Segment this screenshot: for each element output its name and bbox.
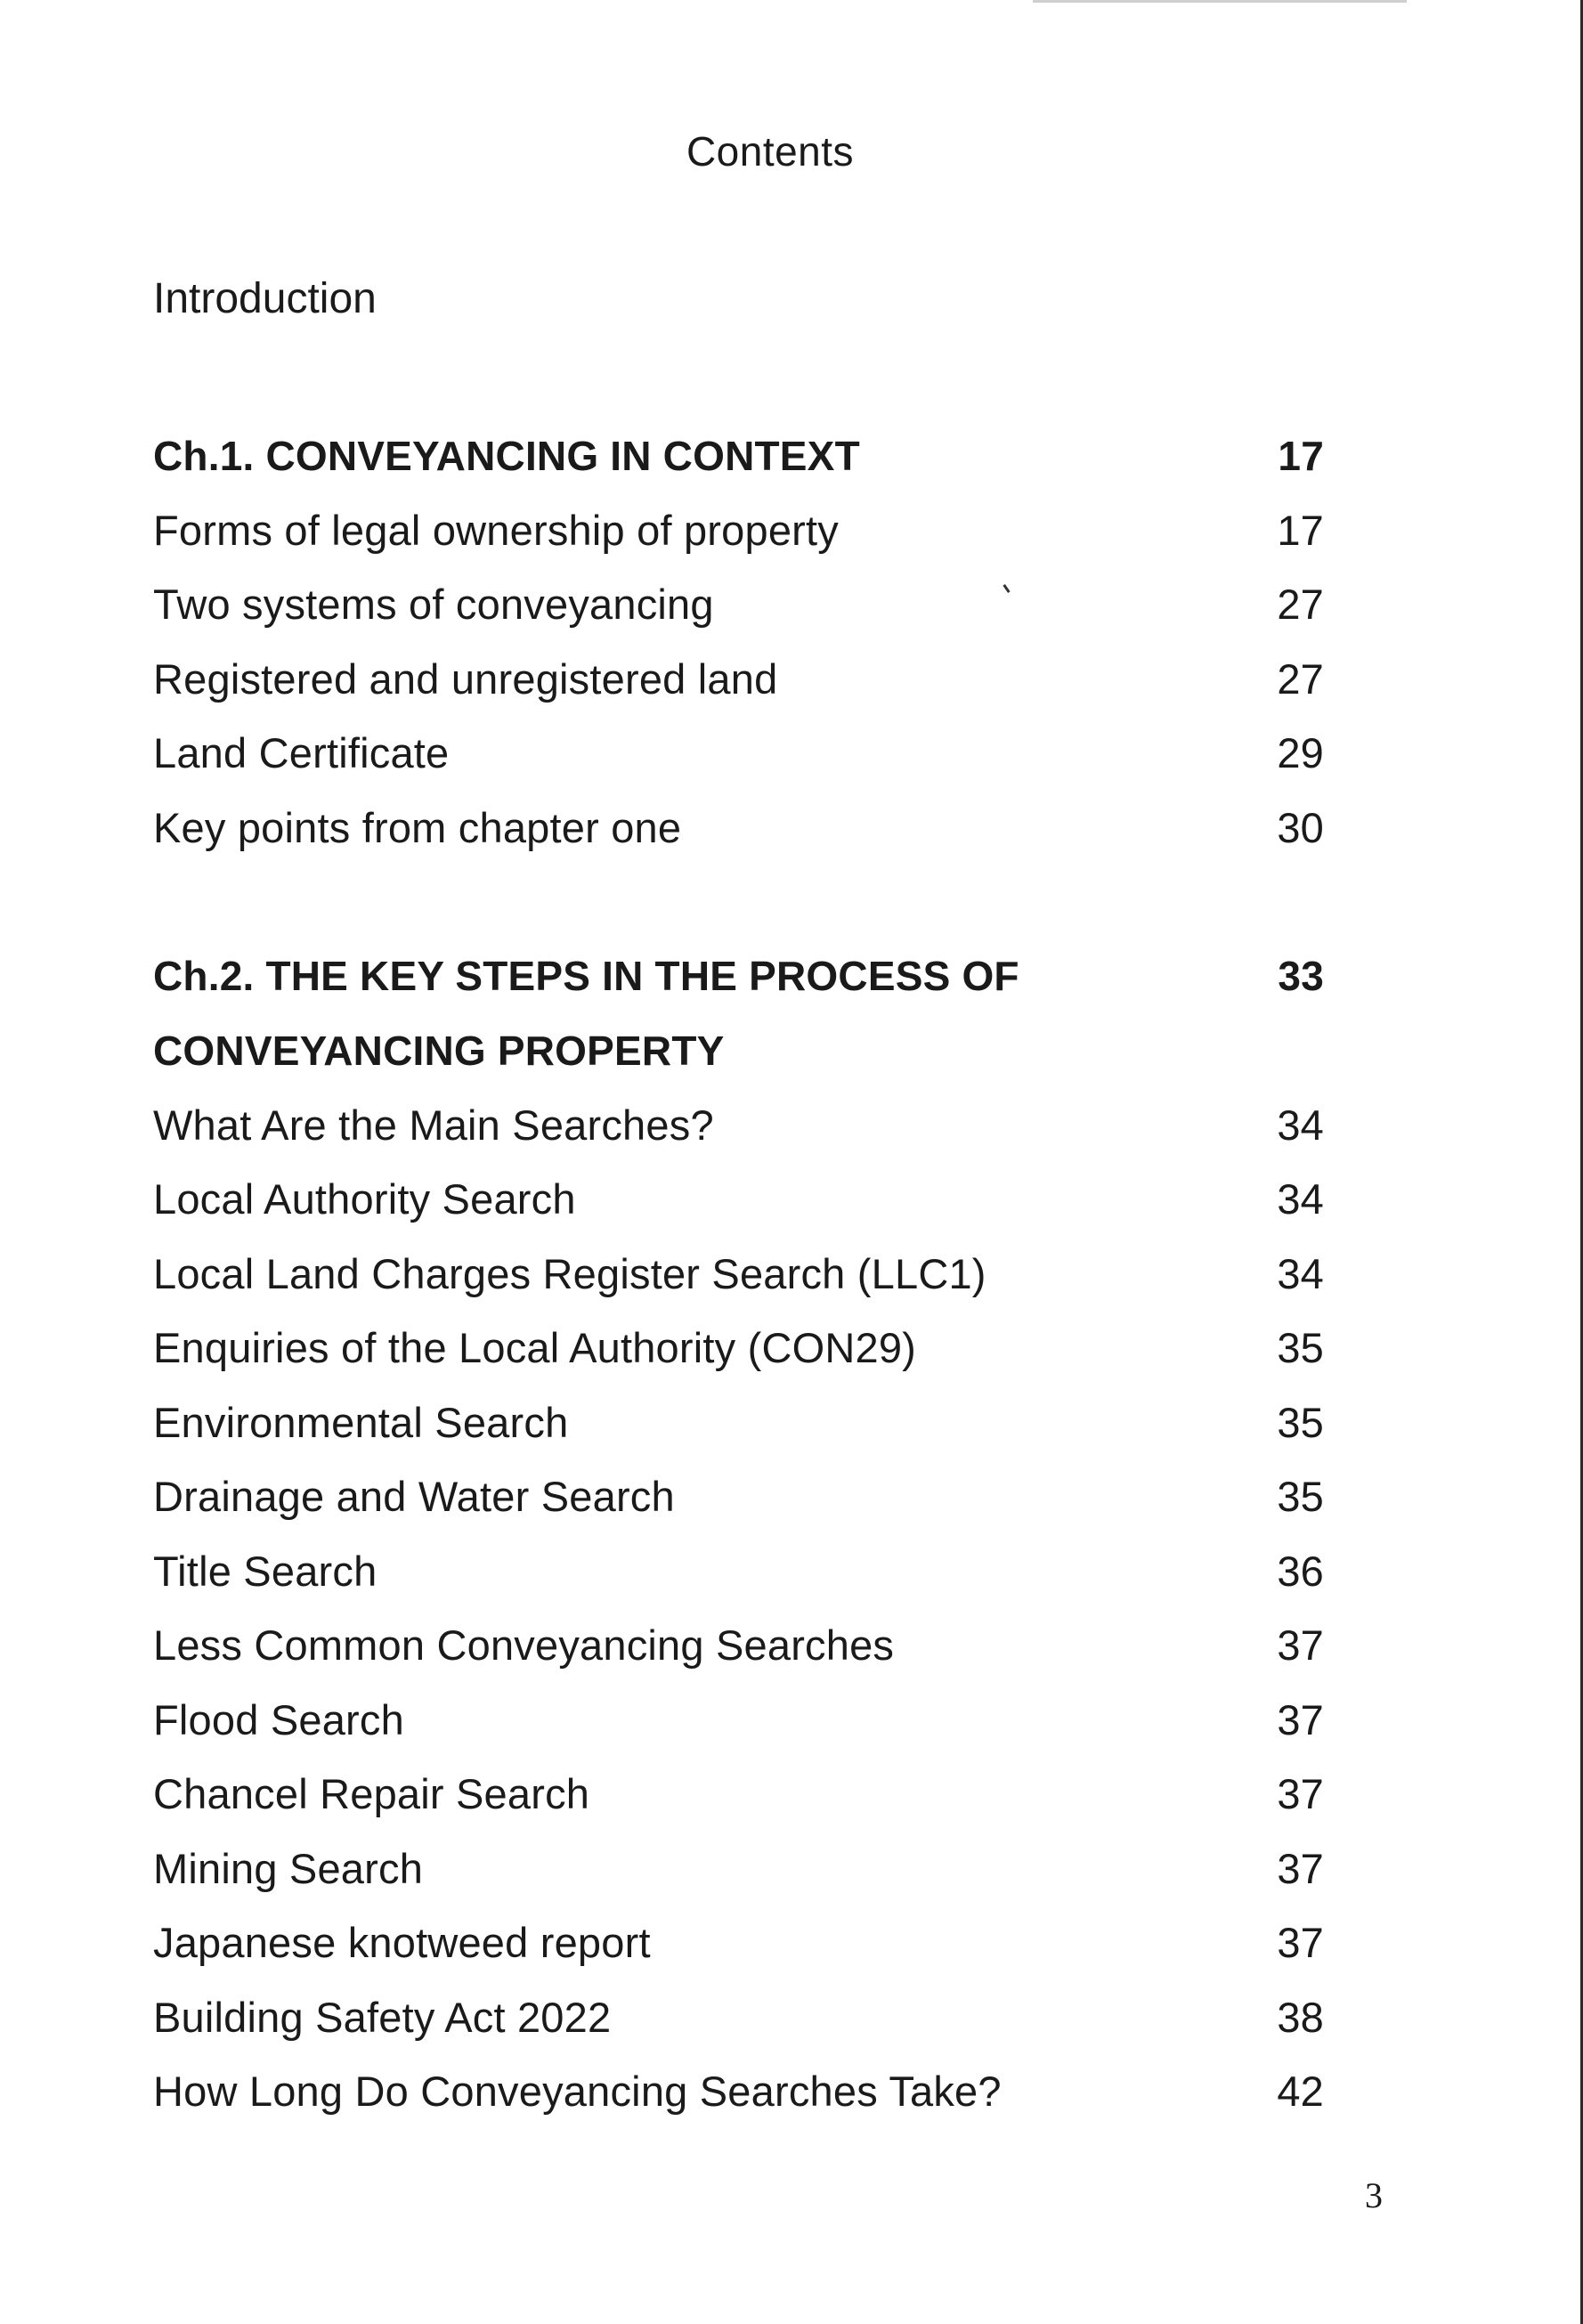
toc-entry <box>153 1237 1324 1312</box>
toc-entry <box>153 1459 1324 1534</box>
entry-label: Registered and unregistered land <box>153 654 778 703</box>
spacer <box>153 865 1324 939</box>
page-number: 3 <box>1365 2175 1383 2215</box>
entry-page: 29 <box>1277 729 1324 777</box>
entry-label: Land Certificate <box>153 729 450 777</box>
entry-label: Building Safety Act 2022 <box>153 1993 612 2041</box>
entry-page: 30 <box>1277 803 1324 851</box>
entry-label: Drainage and Water Search <box>153 1473 675 1521</box>
entry-label: Flood Search <box>153 1695 404 1743</box>
toc-chapter-2-continued <box>153 1013 1324 1088</box>
entry-page: 27 <box>1277 581 1324 629</box>
toc-entry <box>153 1311 1324 1385</box>
entry-label: Key points from chapter one <box>153 803 682 851</box>
entry-label: Local Land Charges Register Search (LLC1) <box>153 1249 986 1297</box>
entry-page: 37 <box>1277 1621 1324 1670</box>
toc-entry <box>153 1683 1324 1758</box>
toc-entry <box>153 642 1324 717</box>
scan-edge-top <box>1033 0 1407 3</box>
toc-chapter-1 <box>153 418 1324 493</box>
entry-page: 34 <box>1277 1175 1324 1223</box>
entry-page: 27 <box>1277 654 1324 703</box>
toc-entry <box>153 1162 1324 1237</box>
entry-page: 35 <box>1277 1398 1324 1446</box>
entry-label: Environmental Search <box>153 1398 569 1446</box>
entry-label: Local Authority Search <box>153 1175 576 1223</box>
entry-label: Forms of legal ownership of property <box>153 506 839 554</box>
entry-label: Japanese knotweed report <box>153 1919 651 1967</box>
entry-label: Enquiries of the Local Authority (CON29) <box>153 1324 917 1372</box>
entry-label: Less Common Conveyancing Searches <box>153 1621 895 1670</box>
entry-label: How Long Do Conveyancing Searches Take? <box>153 2068 1002 2116</box>
toc-entry <box>153 791 1324 865</box>
chapter-title: Ch.1. CONVEYANCING IN CONTEXT <box>153 432 860 479</box>
toc-entry <box>153 1385 1324 1460</box>
chapter-title-line-1: Ch.2. THE KEY STEPS IN THE PROCESS OF <box>153 953 1019 1000</box>
toc-chapter-2 <box>153 939 1324 1014</box>
table-of-contents <box>153 418 1324 2129</box>
entry-label: What Are the Main Searches? <box>153 1101 714 1149</box>
toc-entry <box>153 716 1324 791</box>
entry-page: 37 <box>1277 1695 1324 1743</box>
page-title: Contents <box>686 128 855 175</box>
entry-page: 17 <box>1277 506 1324 554</box>
entry-page: 42 <box>1277 2068 1324 2116</box>
toc-entry <box>153 1980 1324 2055</box>
entry-page: 37 <box>1277 1919 1324 1967</box>
entry-label: Mining Search <box>153 1844 424 1892</box>
entry-page: 34 <box>1277 1101 1324 1149</box>
toc-entry <box>153 567 1324 642</box>
entry-label: Chancel Repair Search <box>153 1770 590 1818</box>
entry-page: 35 <box>1277 1324 1324 1372</box>
toc-entry <box>153 493 1324 568</box>
toc-entry <box>153 1757 1324 1832</box>
entry-label: Two systems of conveyancing <box>153 581 714 629</box>
entry-page: 38 <box>1277 1993 1324 2041</box>
toc-entry <box>153 1608 1324 1683</box>
entry-page: 37 <box>1277 1844 1324 1892</box>
toc-entry <box>153 1534 1324 1609</box>
entry-page: 34 <box>1277 1249 1324 1297</box>
entry-page: 35 <box>1277 1473 1324 1521</box>
entry-page: 37 <box>1277 1770 1324 1818</box>
toc-introduction: Introduction <box>153 275 377 322</box>
chapter-title-line-2: CONVEYANCING PROPERTY <box>153 1027 725 1074</box>
entry-page: 36 <box>1277 1547 1324 1595</box>
toc-entry <box>153 1832 1324 1906</box>
entry-label: Title Search <box>153 1547 377 1595</box>
toc-entry <box>153 2054 1324 2129</box>
chapter-page: 17 <box>1278 432 1324 479</box>
chapter-page: 33 <box>1278 953 1324 1000</box>
toc-entry <box>153 1906 1324 1980</box>
toc-entry <box>153 1088 1324 1163</box>
